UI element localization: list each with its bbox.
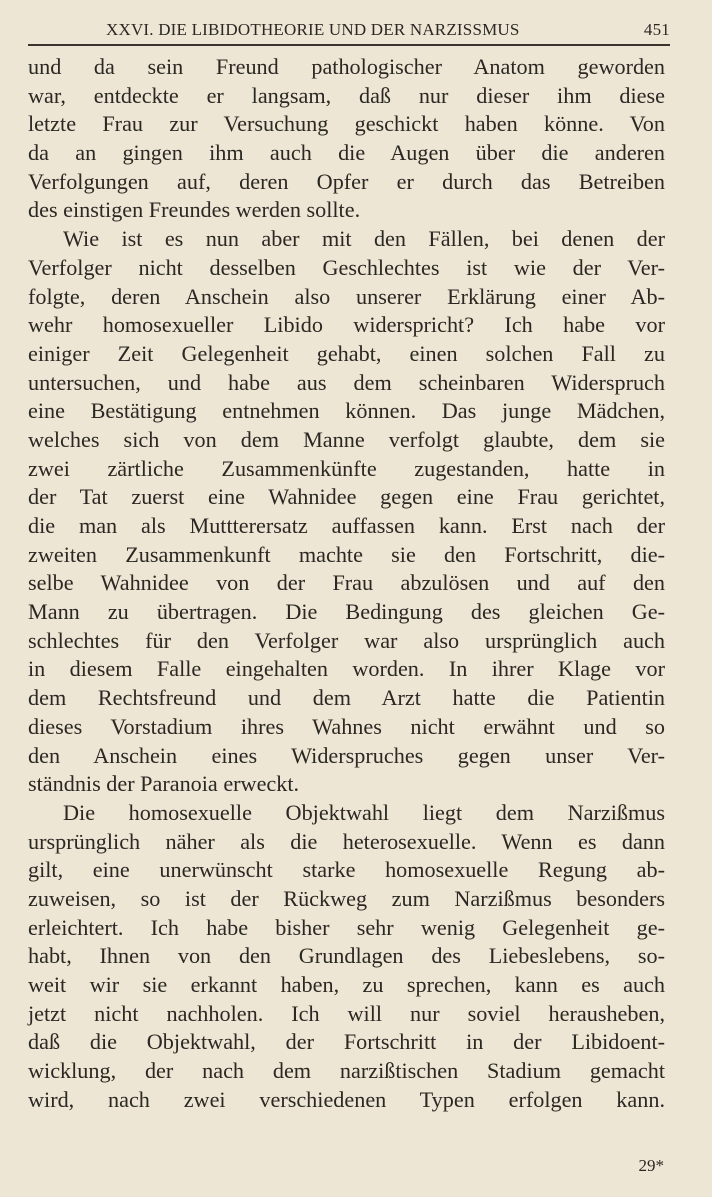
running-head xyxy=(28,18,670,46)
text-line: wehr homosexueller Libido widerspricht? Ich habe vor xyxy=(28,312,665,338)
text-line: Wie ist es nun aber mit den Fällen, bei denen der xyxy=(63,226,665,252)
text-line: ursprünglich näher als die heterosexuelle. Wenn es dann xyxy=(28,828,665,854)
text-line: daß die Objektwahl, der Fortschritt in der Libidoent- xyxy=(28,1029,665,1055)
page-number: 451 xyxy=(643,20,670,39)
text-line: untersuchen, und habe aus dem scheinbaren Widerspruch xyxy=(28,369,665,395)
text-line: jetzt nicht nachholen. Ich will nur soviel herausheben, xyxy=(28,1000,665,1026)
text-line: Verfolgungen auf, deren Opfer er durch das Betreiben xyxy=(28,168,665,194)
text-line: eine Bestätigung entnehmen können. Das junge Mädchen, xyxy=(28,398,665,424)
body-text xyxy=(28,53,665,1114)
printer-signature: 29* xyxy=(638,1156,664,1175)
text-line: wird, nach zwei verschiedenen Typen erfolgen kann. xyxy=(28,1086,665,1112)
text-line: in diesem Falle eingehalten worden. In ihrer Klage vor xyxy=(28,656,665,682)
text-line: welches sich von dem Manne verfolgt glaubte, dem sie xyxy=(28,426,665,452)
text-line: war, entdeckte er langsam, daß nur dieser ihm diese xyxy=(28,82,665,108)
text-line: weit wir sie erkannt haben, zu sprechen, kann es auch xyxy=(28,972,665,997)
running-title: XXVI. DIE LIBIDOTHEORIE UND DER NARZISSMUS xyxy=(106,20,520,39)
text-line: erleichtert. Ich habe bisher sehr wenig Gelegenheit ge- xyxy=(28,914,665,940)
text-line: letzte Frau zur Versuchung geschickt haben könne. Von xyxy=(28,111,665,137)
text-line: Mann zu übertragen. Die Bedingung des gleichen Ge- xyxy=(28,599,665,625)
text-line: einiger Zeit Gelegenheit gehabt, einen solchen Fall zu xyxy=(28,340,665,366)
text-line: zuweisen, so ist der Rückweg zum Narzißmus besonders xyxy=(28,885,665,911)
text-line: Die homosexuelle Objektwahl liegt dem Narzißmus xyxy=(63,799,665,825)
text-line: zwei zärtliche Zusammenkünfte zugestanden, hatte in xyxy=(28,455,665,481)
text-line: selbe Wahnidee von der Frau abzulösen und auf den xyxy=(28,570,665,596)
text-line: dieses Vorstadium ihres Wahnes nicht erwähnt und so xyxy=(28,713,665,739)
text-line: habt, Ihnen von den Grundlagen des Liebeslebens, so- xyxy=(28,943,665,969)
text-line: ständnis der Paranoia erweckt. xyxy=(28,771,300,797)
text-line: wicklung, der nach dem narzißtischen Stadium gemacht xyxy=(28,1058,665,1084)
text-line: schlechtes für den Verfolger war also ursprünglich auch xyxy=(28,627,665,653)
text-line: des einstigen Freundes werden sollte. xyxy=(28,197,361,223)
text-line: da an gingen ihm auch die Augen über die anderen xyxy=(28,140,665,166)
text-line: die man als Muttterersatz auffassen kann. Erst nach der xyxy=(28,513,665,538)
text-line: gilt, eine unerwünscht starke homosexuelle Regung ab- xyxy=(28,857,665,883)
text-line: und da sein Freund pathologischer Anatom geworden xyxy=(28,54,665,79)
text-line: der Tat zuerst eine Wahnidee gegen eine Frau gerichtet, xyxy=(28,484,665,510)
text-line: Verfolger nicht desselben Geschlechtes ist wie der Ver- xyxy=(28,254,665,280)
text-line: dem Rechtsfreund und dem Arzt hatte die Patientin xyxy=(28,685,665,711)
text-line: den Anschein eines Widerspruches gegen unser Ver- xyxy=(28,742,665,768)
text-line: folgte, deren Anschein also unserer Erklärung einer Ab- xyxy=(28,283,665,309)
text-line: zweiten Zusammenkunft machte sie den Fortschritt, die- xyxy=(28,541,665,567)
